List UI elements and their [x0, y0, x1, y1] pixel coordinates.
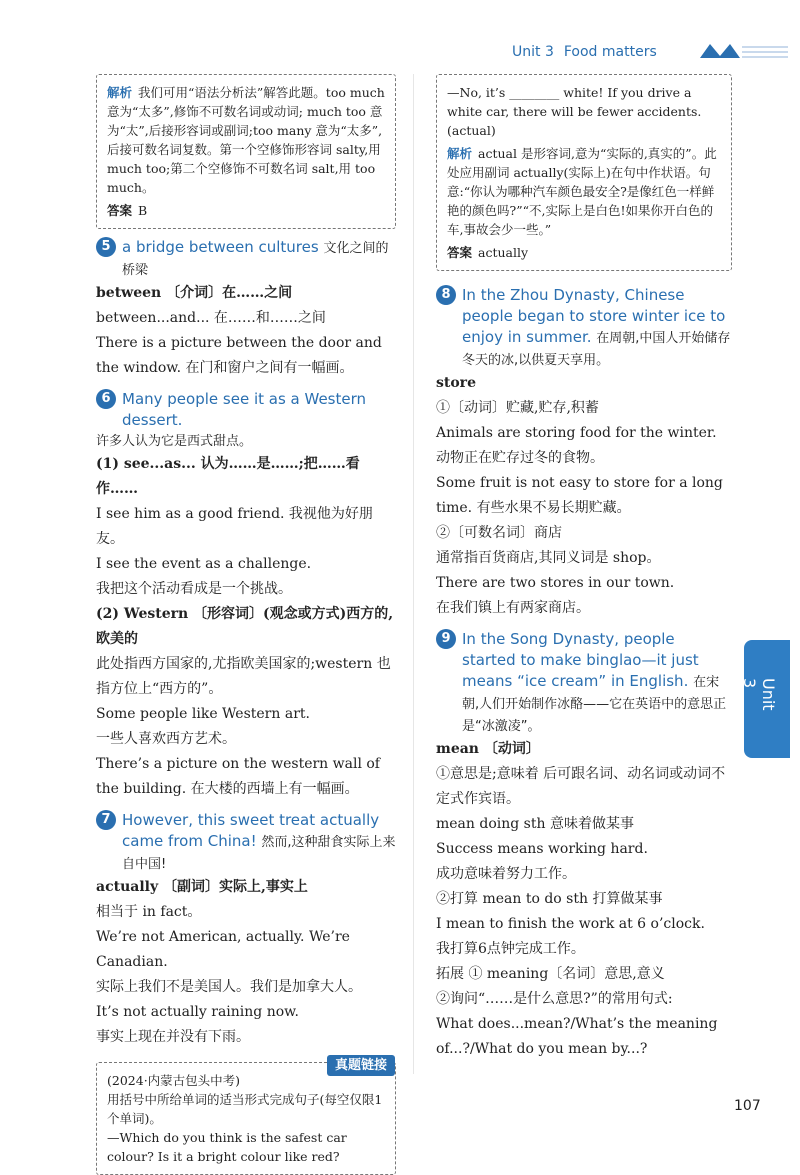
section-8-head: [436, 285, 732, 371]
section-cn: 许多人认为它是西式甜点。: [96, 434, 253, 449]
line: We’re not American, actually. We’re Canadian.: [96, 929, 350, 970]
line: ①〔动词〕贮藏,贮存,积蓄: [436, 400, 599, 416]
line: ②打算 mean to do sth 打算做某事: [436, 891, 663, 907]
analysis-tag: 解析: [107, 85, 133, 100]
section-cn: 在周朝,中国人开始储存冬天的冰,以供夏天享用。: [462, 331, 731, 368]
book-icon: [680, 38, 790, 64]
unit-side-tab: [740, 640, 790, 758]
section-number: 6: [96, 389, 116, 409]
line: I see the event as a challenge.: [96, 556, 312, 572]
analysis-text: 我们可用“语法分析法”解答此题。too much 意为“太多”,修饰不可数名词或动词; much too 意为“太”,后接形容词或副词;too many 意为“太多”,后接可数名词复数。第一个空修饰形容词 salty,用 much too;第二个空修饰不可数名词 salt,用 too much。: [107, 85, 385, 195]
line: Some fruit is not easy to store for a long time. 有些水果不易长期贮藏。: [436, 475, 723, 516]
line: Success means working hard.: [436, 841, 648, 857]
line: store: [436, 375, 476, 391]
section-en: a bridge between cultures: [122, 238, 319, 256]
section-cn: 然而,这种甜食实际上来自中国!: [122, 835, 396, 872]
line: 通常指百货商店,其同义词是 shop。: [436, 550, 661, 566]
section-cn: 在宋朝,人们开始制作冰酪——它在英语中的意思正是“冰激凌”。: [462, 675, 727, 734]
right-column: [436, 74, 732, 1062]
section-6-head: [96, 389, 396, 452]
exam-question: —Which do you think is the safest car colour? Is it a bright colour like red?: [107, 1130, 347, 1164]
answer-row: [447, 243, 721, 262]
line: between 〔介词〕在……之间: [96, 285, 293, 301]
unit-label: Unit 3: [512, 44, 554, 60]
line: ①意思是;意味着 后可跟名词、动名词或动词不定式作宾语。: [436, 766, 726, 807]
section-number: 8: [436, 285, 456, 305]
line: mean 〔动词〕: [436, 741, 540, 757]
section-number: 9: [436, 629, 456, 649]
line: Some people like Western art.: [96, 706, 310, 722]
answer-value: B: [138, 203, 148, 218]
exam-link-box: [96, 1058, 396, 1175]
page-number: 107: [734, 1098, 761, 1114]
line: 我打算6点钟完成工作。: [436, 941, 585, 957]
line: ②询问“……是什么意思?”的常用句式:: [436, 991, 673, 1007]
section-number: 7: [96, 810, 116, 830]
analysis-box-2: [436, 74, 732, 271]
section-en: In the Zhou Dynasty, Chinese people began to store winter ice to enjoy in summer.: [462, 286, 726, 346]
answer-row: [107, 201, 385, 220]
column-divider: [413, 74, 414, 1074]
line: 一些人喜欢西方艺术。: [96, 731, 236, 747]
analysis-text: actual 是形容词,意为“实际的,真实的”。此处应用副词 actually(实际上)在句中作状语。句意:“你认为哪种汽车颜色最安全?是像红色一样鲜艳的颜色吗?”“不,实际上是白色!如果你开白色的车,事故会少一些。”: [447, 146, 717, 237]
line: 拓展 ① meaning〔名词〕意思,意义: [436, 966, 665, 982]
exam-source: (2024·内蒙古包头中考): [107, 1073, 241, 1088]
section-7-head: [96, 810, 396, 875]
line: I see him as a good friend. 我视他为好朋友。: [96, 506, 373, 547]
line: 成功意味着努力工作。: [436, 866, 576, 882]
exam-instruction: 用括号中所给单词的适当形式完成句子(每空仅限1个单词)。: [107, 1092, 383, 1126]
answer-value: actually: [478, 245, 529, 260]
analysis-tag: 解析: [447, 146, 473, 161]
section-en: Many people see it as a Western dessert.: [122, 390, 367, 429]
line: Animals are storing food for the winter.: [436, 425, 717, 441]
line: 在我们镇上有两家商店。: [436, 600, 590, 616]
section-5-head: [96, 237, 396, 281]
line: 实际上我们不是美国人。我们是加拿大人。: [96, 979, 362, 995]
side-tab-label: Unit 3: [740, 678, 778, 711]
unit-title: Food matters: [563, 44, 657, 60]
line: actually 〔副词〕实际上,事实上: [96, 879, 308, 895]
line: 相当于 in fact。: [96, 904, 202, 920]
answer-label: 答案: [447, 245, 473, 260]
analysis-box-1: [96, 74, 396, 229]
line: 此处指西方国家的,尤指欧美国家的;western 也指方位上“西方的”。: [96, 656, 391, 697]
line: There’s a picture on the western wall of the building. 在大楼的西墙上有一幅画。: [96, 756, 380, 797]
answer-label: 答案: [107, 203, 133, 218]
section-cn: 文化之间的桥梁: [122, 241, 389, 278]
line: What does...mean?/What’s the meaning of...?/What do you mean by...?: [436, 1016, 718, 1057]
section-number: 5: [96, 237, 116, 257]
section-en: In the Song Dynasty, people started to make binglao—it just means “ice cream” in English.: [462, 630, 699, 690]
line: 我把这个活动看成是一个挑战。: [96, 581, 292, 597]
section-9-head: [436, 629, 732, 737]
line: ②〔可数名词〕商店: [436, 525, 562, 541]
page-header: [512, 44, 657, 60]
line: It’s not actually raining now.: [96, 1004, 299, 1020]
line: There is a picture between the door and the window. 在门和窗户之间有一幅画。: [96, 335, 382, 376]
line: (1) see...as... 认为……是……;把……看作……: [96, 456, 360, 497]
line: 动物正在贮存过冬的食物。: [436, 450, 604, 466]
line: 事实上现在并没有下雨。: [96, 1029, 250, 1045]
line: mean doing sth 意味着做某事: [436, 816, 634, 832]
exam-question-2: —No, it’s ________ white! If you drive a white car, there will be fewer accidents. (actual): [447, 85, 702, 138]
line: I mean to finish the work at 6 o’clock.: [436, 916, 705, 932]
left-column: [96, 74, 396, 1175]
line: There are two stores in our town.: [436, 575, 675, 591]
exam-link-tag: 真题链接: [327, 1055, 395, 1076]
line: between...and... 在……和……之间: [96, 310, 326, 326]
section-en: However, this sweet treat actually came from China!: [122, 811, 380, 850]
line: (2) Western 〔形容词〕(观念或方式)西方的,欧美的: [96, 606, 394, 647]
